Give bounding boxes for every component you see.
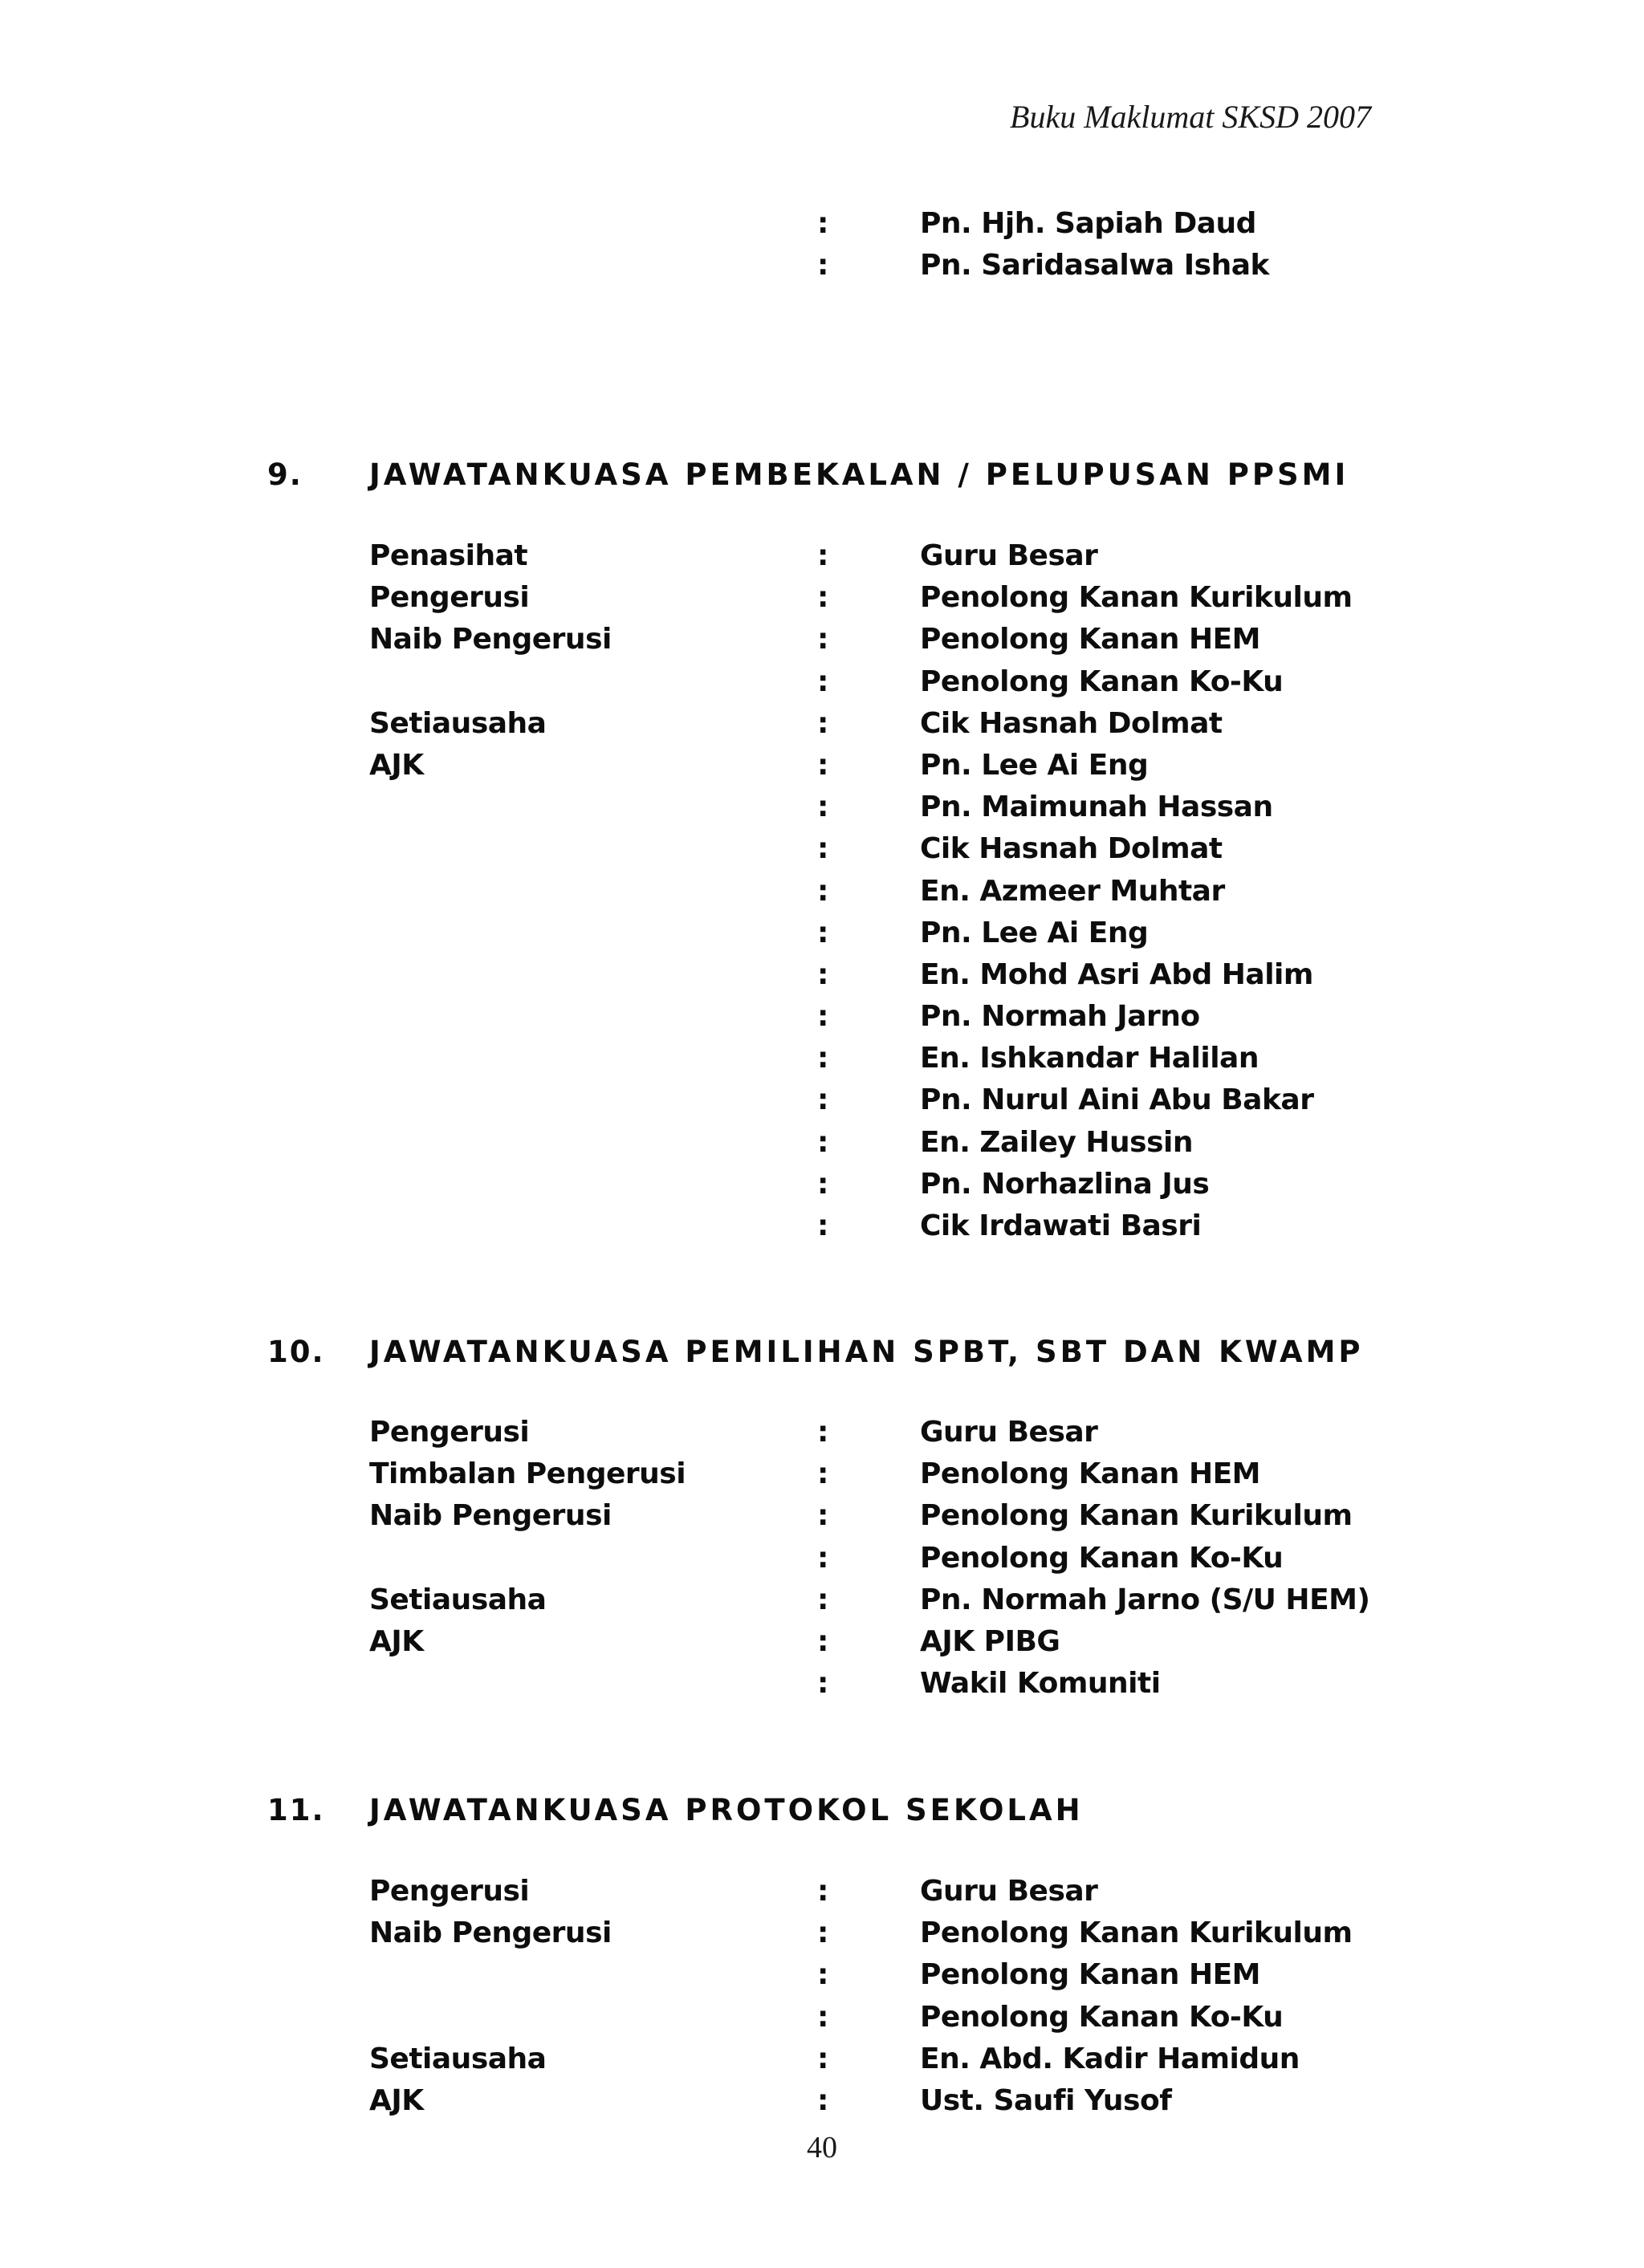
role-label: AJK [369, 2083, 424, 2117]
list-item [0, 1038, 1644, 1079]
list-item [0, 1871, 1644, 1912]
member-name: Penolong Kanan HEM [920, 1958, 1260, 1992]
separator: : [817, 623, 829, 656]
list-item [0, 1205, 1644, 1247]
list-item [0, 912, 1644, 954]
separator: : [817, 1083, 829, 1117]
list-item [0, 535, 1644, 577]
section-number: 9. [267, 457, 303, 492]
list-item [0, 1122, 1644, 1164]
separator: : [817, 1541, 829, 1575]
role-label: Setiausaha [369, 1583, 547, 1616]
member-name: Pn. Hjh. Sapiah Daud [920, 207, 1256, 240]
member-name: En. Zailey Hussin [920, 1125, 1194, 1159]
section-10-list [0, 1412, 1644, 1705]
separator: : [817, 1457, 829, 1491]
list-item [0, 703, 1644, 745]
separator: : [817, 249, 829, 282]
member-name: Penolong Kanan HEM [920, 1457, 1260, 1491]
member-name: Penolong Kanan Ko-Ku [920, 2000, 1284, 2034]
page-number: 40 [807, 2131, 837, 2164]
section-number: 10. [267, 1335, 325, 1369]
separator: : [817, 665, 829, 698]
role-label: Setiausaha [369, 2042, 547, 2075]
separator: : [817, 539, 829, 572]
list-item [0, 996, 1644, 1038]
member-name: Pn. Normah Jarno (S/U HEM) [920, 1583, 1370, 1616]
list-item [0, 954, 1644, 996]
list-item [0, 2038, 1644, 2080]
list-item [0, 619, 1644, 660]
list-item [0, 1997, 1644, 2038]
separator: : [817, 874, 829, 908]
list-item [0, 1579, 1644, 1621]
member-name: Penolong Kanan Kurikulum [920, 581, 1353, 615]
member-name: Pn. Lee Ai Eng [920, 748, 1149, 782]
role-label: Naib Pengerusi [369, 1916, 612, 1950]
separator: : [817, 1125, 829, 1159]
separator: : [817, 706, 829, 740]
separator: : [817, 1042, 829, 1075]
member-name: En. Mohd Asri Abd Halim [920, 957, 1313, 991]
member-name: Penolong Kanan Ko-Ku [920, 665, 1284, 698]
separator: : [817, 1167, 829, 1201]
separator: : [817, 957, 829, 991]
role-label: AJK [369, 748, 424, 782]
member-name: Pn. Lee Ai Eng [920, 916, 1149, 949]
member-name: Penolong Kanan Kurikulum [920, 1499, 1353, 1533]
list-item [0, 2080, 1644, 2122]
member-name: AJK PIBG [920, 1624, 1060, 1658]
role-label: Pengerusi [369, 581, 530, 615]
separator: : [817, 2083, 829, 2117]
list-item [0, 661, 1644, 703]
continuation-list [0, 203, 1644, 287]
section-11-list [0, 1871, 1644, 2122]
separator: : [817, 2042, 829, 2075]
section-title: JAWATANKUASA PROTOKOL SEKOLAH [369, 1793, 1084, 1827]
list-item [0, 871, 1644, 912]
separator: : [817, 832, 829, 866]
separator: : [817, 748, 829, 782]
role-label: Naib Pengerusi [369, 623, 612, 656]
list-item [0, 1912, 1644, 1954]
list-item [0, 1663, 1644, 1705]
list-item [0, 1621, 1644, 1663]
member-name: Penolong Kanan Kurikulum [920, 1916, 1353, 1950]
member-name: Pn. Maimunah Hassan [920, 791, 1273, 824]
member-name: Guru Besar [920, 1875, 1098, 1908]
member-name: Cik Irdawati Basri [920, 1209, 1202, 1242]
section-heading-11 [0, 1786, 1644, 1835]
separator: : [817, 1916, 829, 1950]
section-title: JAWATANKUASA PEMILIHAN SPBT, SBT DAN KWAMP [369, 1335, 1364, 1369]
member-name: Pn. Nurul Aini Abu Bakar [920, 1083, 1314, 1117]
list-item [0, 1538, 1644, 1579]
role-label: Penasihat [369, 539, 528, 572]
list-item [0, 828, 1644, 870]
separator: : [817, 1875, 829, 1908]
list-item [0, 745, 1644, 786]
role-label: AJK [369, 1624, 424, 1658]
list-item [0, 786, 1644, 828]
running-header: Buku Maklumat SKSD 2007 [1010, 99, 1371, 135]
member-name: Guru Besar [920, 1416, 1098, 1449]
member-name: Pn. Norhazlina Jus [920, 1167, 1210, 1201]
list-item [0, 1495, 1644, 1537]
member-name: En. Ishkandar Halilan [920, 1042, 1259, 1075]
member-name: Penolong Kanan HEM [920, 623, 1260, 656]
role-label: Setiausaha [369, 706, 547, 740]
role-label: Pengerusi [369, 1875, 530, 1908]
section-heading-9 [0, 451, 1644, 499]
list-item [0, 1453, 1644, 1495]
list-item [0, 577, 1644, 619]
separator: : [817, 916, 829, 949]
separator: : [817, 2000, 829, 2034]
member-name: Ust. Saufi Yusof [920, 2083, 1172, 2117]
section-title: JAWATANKUASA PEMBEKALAN / PELUPUSAN PPSMI [369, 457, 1349, 492]
separator: : [817, 1209, 829, 1242]
member-name: En. Abd. Kadir Hamidun [920, 2042, 1300, 2075]
section-9-list [0, 535, 1644, 1247]
list-item [0, 1412, 1644, 1453]
separator: : [817, 1416, 829, 1449]
separator: : [817, 581, 829, 615]
role-label: Naib Pengerusi [369, 1499, 612, 1533]
member-name: Penolong Kanan Ko-Ku [920, 1541, 1284, 1575]
role-label: Pengerusi [369, 1416, 530, 1449]
list-item [0, 1164, 1644, 1205]
separator: : [817, 791, 829, 824]
role-label: Timbalan Pengerusi [369, 1457, 686, 1491]
member-name: Pn. Normah Jarno [920, 1000, 1200, 1034]
list-item [0, 245, 1644, 287]
member-name: Pn. Saridasalwa Ishak [920, 249, 1269, 282]
separator: : [817, 1499, 829, 1533]
separator: : [817, 1667, 829, 1701]
separator: : [817, 1958, 829, 1992]
member-name: Cik Hasnah Dolmat [920, 832, 1223, 866]
member-name: En. Azmeer Muhtar [920, 874, 1225, 908]
separator: : [817, 1583, 829, 1616]
separator: : [817, 1000, 829, 1034]
member-name: Cik Hasnah Dolmat [920, 706, 1223, 740]
list-item [0, 1079, 1644, 1121]
list-item [0, 1954, 1644, 1996]
member-name: Guru Besar [920, 539, 1098, 572]
list-item [0, 203, 1644, 245]
separator: : [817, 1624, 829, 1658]
separator: : [817, 207, 829, 240]
section-number: 11. [267, 1793, 325, 1827]
member-name: Wakil Komuniti [920, 1667, 1161, 1701]
section-heading-10 [0, 1328, 1644, 1376]
